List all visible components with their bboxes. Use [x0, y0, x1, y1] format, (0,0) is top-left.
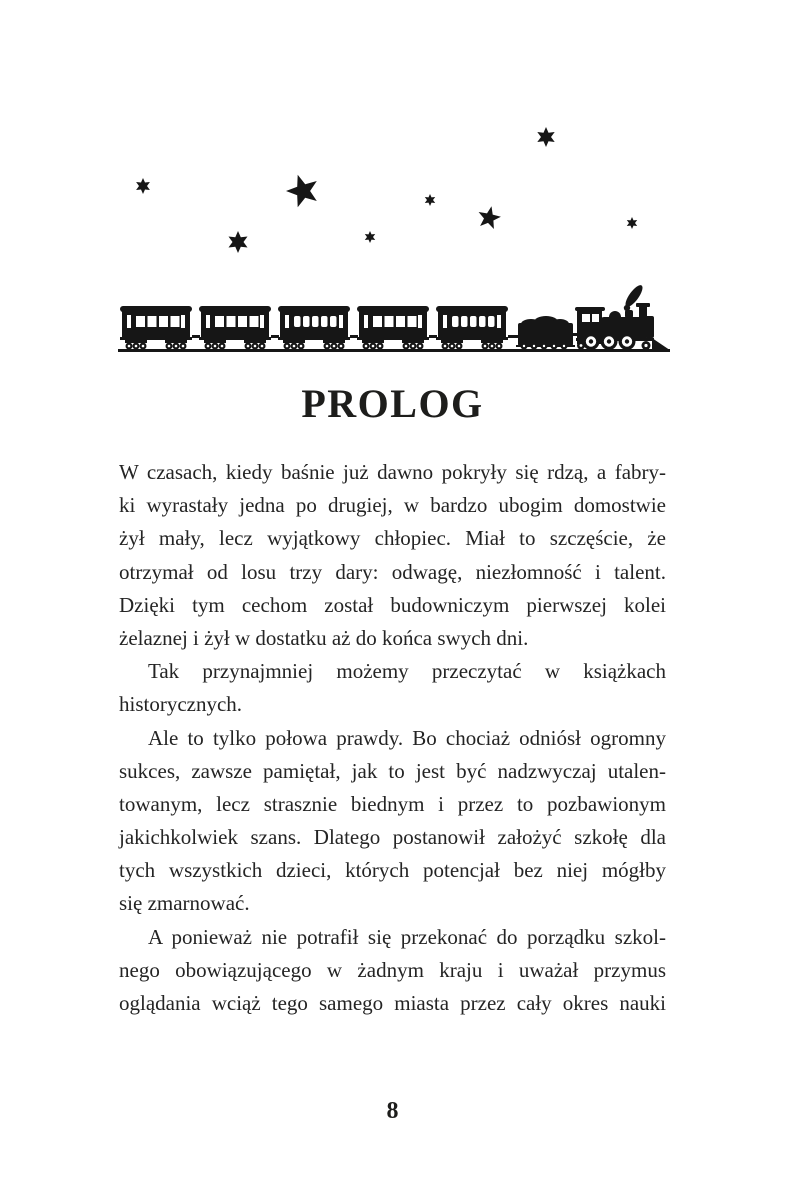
passenger-carriage [278, 306, 350, 350]
rail-track [118, 349, 670, 352]
text-line: A ponieważ nie potrafił się przekonać do porządku szkol- [148, 924, 666, 949]
passenger-carriage [357, 306, 429, 350]
text-line: ki wyrastały jedna po drugiej, w bardzo ubogim domostwie [119, 493, 666, 518]
text-line: otrzymał od losu trzy dary: odwagę, niezłomność i talent. [119, 559, 666, 584]
text-line: się zmarnować. [119, 891, 250, 916]
drive-wheels [583, 333, 636, 350]
text-line: historycznych. [119, 692, 243, 717]
star-icon [425, 194, 435, 206]
text-line: nego obowiązującego w żadnym kraju i uważał przymus [119, 957, 666, 982]
star-icon [286, 175, 317, 207]
train-illustration [0, 120, 802, 365]
tender-car [516, 316, 575, 350]
text-line: oglądania wciąż tego samego miasta przez cały okres nauki [119, 991, 666, 1015]
text-line: żył mały, lecz wyjątkowy chłopiec. Miał to szczęście, że [119, 526, 666, 551]
locomotive [575, 283, 669, 350]
text-line: jakichkolwiek szans. Dlatego postanowił założyć szkołę dla [119, 825, 666, 850]
cowcatcher [652, 338, 669, 350]
text-line: W czasach, kiedy baśnie już dawno pokryły się rdzą, a fabry- [119, 460, 666, 484]
text-line: Ale to tylko połowa prawdy. Bo chociaż odniósł ogromny [148, 725, 666, 750]
star-icon [229, 231, 248, 253]
passenger-carriage [120, 306, 192, 350]
stars-group [136, 127, 637, 253]
passenger-carriage [436, 306, 508, 350]
page-number: 8 [386, 1098, 399, 1124]
text-line: żelaznej i żył w dostatku aż do końca swych dni. [119, 625, 529, 650]
steam-train [118, 283, 670, 352]
star-icon [365, 231, 375, 243]
text-line: sukces, zawsze pamiętał, jak to jest być nadzwyczaj utalen- [119, 758, 666, 783]
passenger-carriage [199, 306, 271, 350]
body-text [119, 456, 666, 1020]
star-icon [627, 217, 637, 229]
text-line: Dzięki tym cechom został budowniczym pierwszej kolei [119, 592, 666, 617]
star-icon [136, 178, 150, 194]
star-icon [479, 206, 501, 229]
chapter-heading: PROLOG [301, 381, 484, 426]
text-line: Tak przynajmniej możemy przeczytać w książkach [148, 659, 666, 684]
star-icon [537, 127, 554, 147]
text-line: tych wszystkich dzieci, których potencjał bez niej mógłby [119, 858, 666, 883]
passenger-carriages [120, 306, 508, 350]
text-line: towanym, lecz strasznie biednym i przez to pozbawionym [119, 791, 666, 816]
